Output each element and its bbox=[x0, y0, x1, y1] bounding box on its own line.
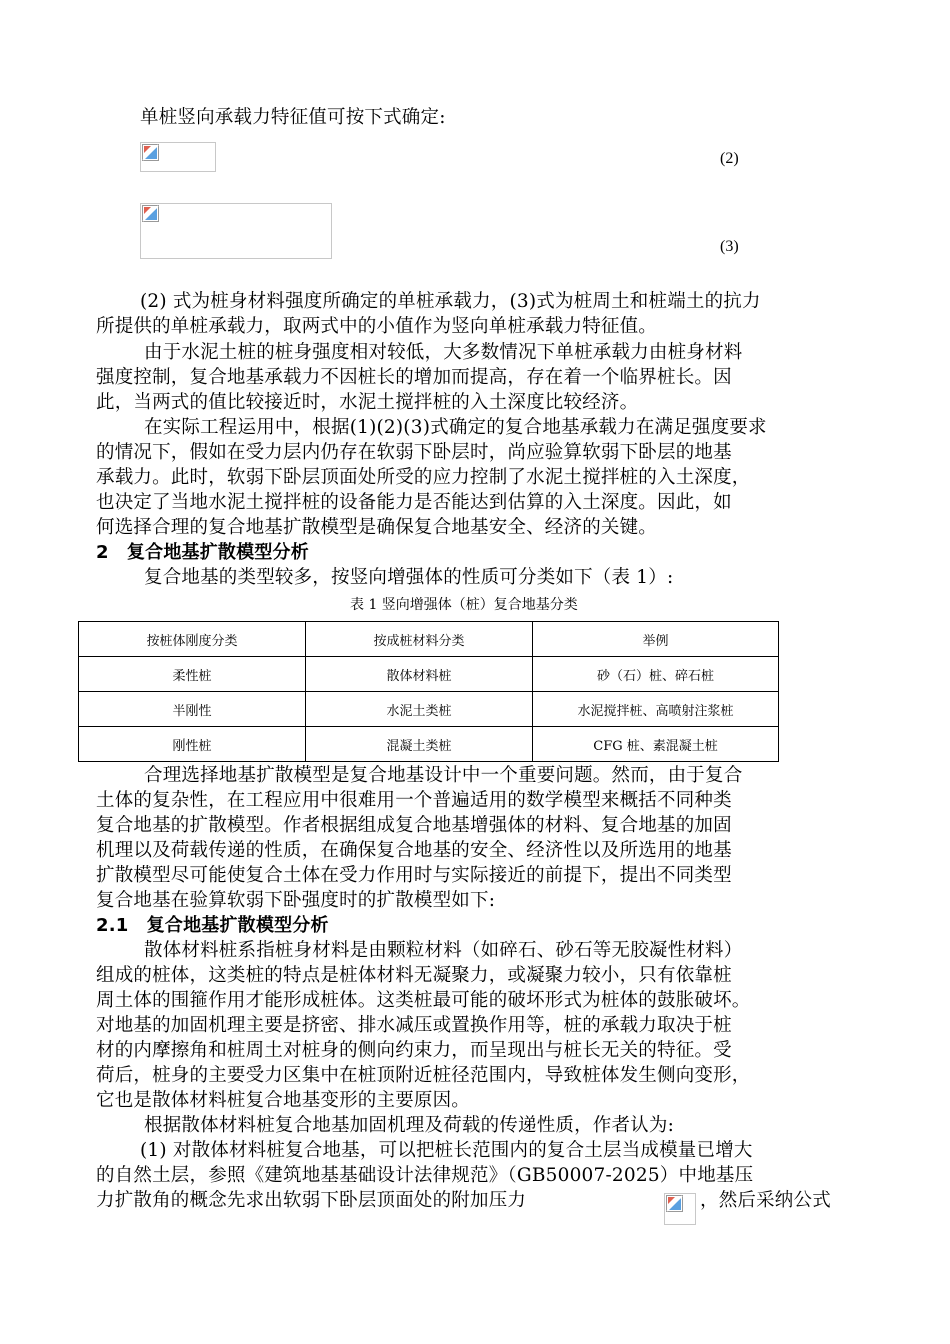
table-header-cell: 举例 bbox=[533, 622, 779, 657]
table-cell: 砂（石）桩、碎石桩 bbox=[533, 657, 779, 692]
para5-line: 它也是散体材料桩复合地基变形的主要原因。 bbox=[96, 1090, 471, 1111]
table-cell: 水泥土类桩 bbox=[306, 692, 533, 727]
para1-line: (2) 式为桩身材料强度所确定的单桩承载力，(3)式为桩周土和桩端土的抗力 bbox=[140, 291, 761, 312]
equation-3-number: (3) bbox=[720, 238, 739, 255]
para3-line: 也决定了当地水泥土搅拌桩的设备能力是否能达到估算的入土深度。因此，如 bbox=[96, 492, 732, 513]
para5-line: 荷后，桩身的主要受力区集中在桩顶附近桩径范围内，导致桩体发生侧向变形， bbox=[96, 1065, 751, 1086]
para3-line: 承载力。此时，软弱下卧层顶面处所受的应力控制了水泥土搅拌桩的入土深度， bbox=[96, 467, 751, 488]
table-row bbox=[79, 727, 779, 762]
para4-line: 复合地基在验算软弱下卧强度时的扩散模型如下: bbox=[96, 890, 496, 911]
section-2-heading: 2 复合地基扩散模型分析 bbox=[96, 542, 309, 563]
para4-line: 合理选择地基扩散模型是复合地基设计中一个重要问题。然而，由于复合 bbox=[144, 765, 743, 786]
equation-2-number: (2) bbox=[720, 150, 739, 167]
section-2-1-heading: 2.1 复合地基扩散模型分析 bbox=[96, 915, 329, 936]
para5-line: 对地基的加固机理主要是挤密、排水减压或置换作用等，桩的承载力取决于桩 bbox=[96, 1015, 732, 1036]
para5-line: 材的内摩擦角和桩周土对桩身的侧向约束力，而呈现出与桩长无关的特征。受 bbox=[96, 1040, 732, 1061]
broken-image-icon bbox=[666, 1195, 684, 1213]
table-row bbox=[79, 692, 779, 727]
para4-line: 土体的复杂性，在工程应用中很难用一个普遍适用的数学模型来概括不同种类 bbox=[96, 790, 732, 811]
para5-line: 周土体的围箍作用才能形成桩体。这类桩最可能的破坏形式为桩体的鼓胀破坏。 bbox=[96, 990, 751, 1011]
table-header-cell: 按桩体刚度分类 bbox=[79, 622, 306, 657]
para6-line: 根据散体材料桩复合地基加固机理及荷载的传递性质，作者认为: bbox=[144, 1115, 675, 1136]
classification-table bbox=[78, 621, 779, 762]
para7-line-end: ，然后采纳公式 bbox=[700, 1190, 831, 1211]
equation-2-image bbox=[140, 142, 216, 172]
table-cell: 半刚性 bbox=[79, 692, 306, 727]
equation-3-image bbox=[140, 203, 332, 259]
para3-line: 的情况下，假如在受力层内仍存在软弱下卧层时，尚应验算软弱下卧层的地基 bbox=[96, 442, 732, 463]
inline-formula-image bbox=[664, 1193, 696, 1225]
para4-line: 机理以及荷载传递的性质，在确保复合地基的安全、经济性以及所选用的地基 bbox=[96, 840, 732, 861]
para2-line: 强度控制，复合地基承载力不因桩长的增加而提高，存在着一个临界桩长。因 bbox=[96, 367, 732, 388]
para4-line: 扩散模型尽可能使复合土体在受力作用时与实际接近的前提下，提出不同类型 bbox=[96, 865, 732, 886]
table-cell: 水泥搅拌桩、高喷射注浆桩 bbox=[533, 692, 779, 727]
broken-image-icon bbox=[142, 144, 160, 162]
para7-line: 的自然土层，参照《建筑地基基础设计法律规范》（GB50007-2025）中地基压 bbox=[96, 1165, 754, 1186]
para5-line: 组成的桩体，这类桩的特点是桩体材料无凝聚力，或凝聚力较小，只有依靠桩 bbox=[96, 965, 732, 986]
table-cell: 刚性桩 bbox=[79, 727, 306, 762]
intro-line: 单桩竖向承载力特征值可按下式确定: bbox=[140, 107, 446, 128]
table-cell: 柔性桩 bbox=[79, 657, 306, 692]
table-header-row bbox=[79, 622, 779, 657]
para4-line: 复合地基的扩散模型。作者根据组成复合地基增强体的材料、复合地基的加固 bbox=[96, 815, 732, 836]
para5-line: 散体材料桩系指桩身材料是由颗粒材料（如碎石、砂石等无胶凝性材料） bbox=[144, 940, 743, 961]
para2-line: 由于水泥土桩的桩身强度相对较低，大多数情况下单桩承载力由桩身材料 bbox=[144, 342, 743, 363]
para3-line: 何选择合理的复合地基扩散模型是确保复合地基安全、经济的关键。 bbox=[96, 517, 658, 538]
para2-line: 此，当两式的值比较接近时，水泥土搅拌桩的入土深度比较经济。 bbox=[96, 392, 639, 413]
para7-line: 力扩散角的概念先求出软弱下卧层顶面处的附加压力 bbox=[96, 1190, 527, 1211]
broken-image-icon bbox=[142, 205, 160, 223]
table-cell: 散体材料桩 bbox=[306, 657, 533, 692]
table-row bbox=[79, 657, 779, 692]
section-2-intro: 复合地基的类型较多，按竖向增强体的性质可分类如下（表 1）: bbox=[144, 567, 674, 588]
para1-line: 所提供的单桩承载力，取两式中的小值作为竖向单桩承载力特征值。 bbox=[96, 316, 658, 337]
para3-line: 在实际工程运用中，根据(1)(2)(3)式确定的复合地基承载力在满足强度要求 bbox=[144, 417, 767, 438]
para7-line: (1) 对散体材料桩复合地基，可以把桩长范围内的复合土层当成模量已增大 bbox=[140, 1140, 753, 1161]
table-cell: 混凝土类桩 bbox=[306, 727, 533, 762]
table-cell: CFG 桩、素混凝土桩 bbox=[533, 727, 779, 762]
table-caption: 表 1 竖向增强体（桩）复合地基分类 bbox=[350, 597, 578, 613]
table-header-cell: 按成桩材料分类 bbox=[306, 622, 533, 657]
